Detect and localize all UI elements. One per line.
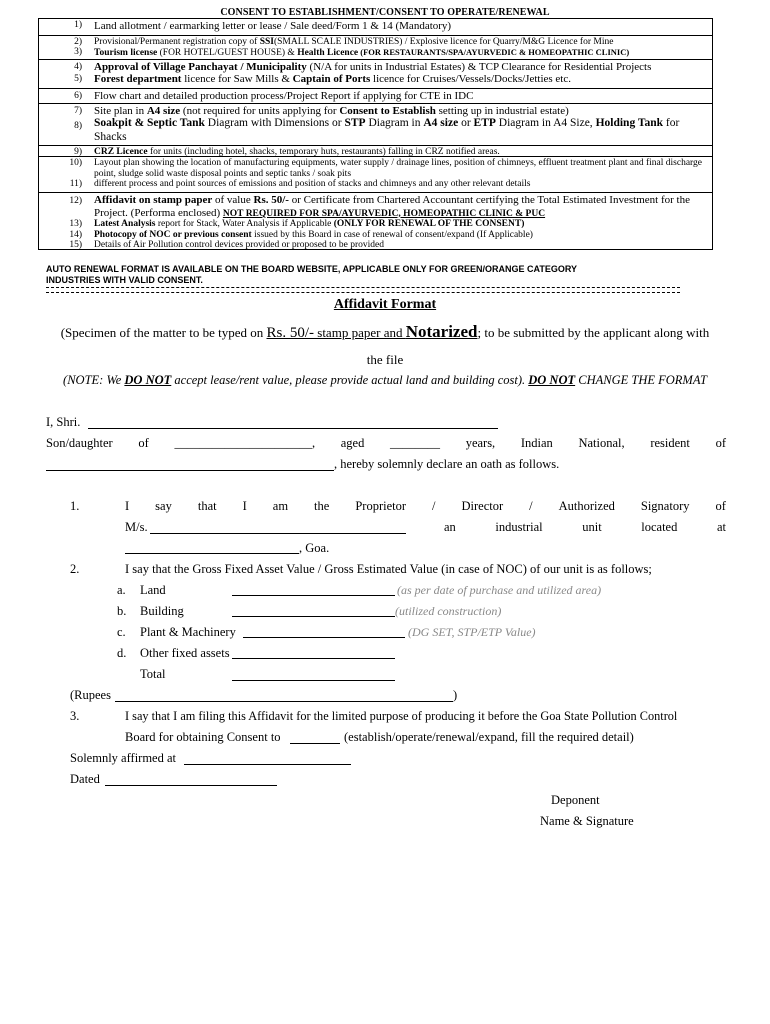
checklist-item: 4) Approval of Village Panchayat / Municipality (N/A for units in Industrial Estates) & TCP Clearance for Residential Projects [39, 59, 712, 60]
asset-land-label: Land [140, 583, 166, 597]
age-field[interactable]: ________ [390, 436, 441, 450]
plant-value-field[interactable] [243, 637, 405, 638]
checklist-box: 1) Land allotment / earmarking letter or lease / Sale deed/Form 1 & 14 (Mandatory) 2) Provisional/Permanent registration copy of SSI(SMALL SCALE INDUSTRIES) / Explosive licence for Quarry/M&G Licence for Mine 3) Tourism license (FOR HOTEL/GUEST HOUSE) & Health Licence (FOR RESTAURANTS/SPA/AYURVEDIC & HOMEOPATHIC CLINIC) 4) Approval of Village Panchayat / Municipality (N/A for units in Industrial Estates) & TCP Clearance for Residential Projects 5) Forest department licence for Saw Mills & Captain of Ports licence for Cruises/Vessels/Docks/Jetties etc. 6) Flow chart and detailed production process/Project Report if applying for CTE in IDC 7) Site plan in A4 size (not required for units applying for Consent to Establish setting up in industrial estate) 8) Soakpit & Septic Tank Diagram with Dimensions or STP Diagram in A4 size or ETP Diagram in A4 Size, Holding Tank for Shacks 9) CRZ Licence for units (including hotel, shacks, temporary huts, restaurants) falling in CRZ notified areas. 10) Layout plan showing the location of manufacturing equipments, water supply / drainage lines, position of chimneys, effluent treatment plant and final discharge point, sludge solid waste disposal points and septic tanks / soak pits 11) different process and point sources of emissions and position of stacks and chimneys and any other relevant details 12) Affidavit on stamp paper of value Rs. 50/- or Certificate from Chartered Accountant certifying the Total Estimated Investment for the Project. (Performa enclosed) NOT REQUIRED FOR SPA/AYURVEDIC, HOMEOPATHIC CLINIC & PUC 13) Latest Analysis report for Stack, Water Analysis if Applicable (ONLY FOR RENEWAL OF THE CONSENT) 14) Photocopy of NOC or previous consent issued by this Board in case of renewal of consent/expand (If Applicable) 15) Details of Air Pollution control devices provided or proposed to be provided [38, 18, 713, 250]
checklist-title: CONSENT TO ESTABLISHMENT/CONSENT TO OPERATE/RENEWAL [220, 7, 550, 18]
checklist-item: 6) Flow chart and detailed production process/Project Report if applying for CTE in IDC [39, 88, 712, 89]
affidavit-title: Affidavit Format [333, 297, 437, 312]
para-2-number: 2. [70, 562, 80, 576]
specimen-note-cont: the file [366, 352, 404, 367]
company-name-field[interactable] [150, 533, 406, 534]
rupees-label: (Rupees [70, 688, 111, 702]
total-label: Total [140, 667, 166, 681]
consent-type-field[interactable] [290, 743, 340, 744]
checklist-item: 10) Layout plan showing the location of manufacturing equipments, water supply / drainage lines, position of chimneys, effluent treatment plant and final discharge point, sludge solid waste disposal points and septic tanks / soak pits [39, 156, 712, 157]
dated-label: Dated [70, 772, 100, 786]
affirmed-label: Solemnly affirmed at [70, 751, 176, 765]
para-1-line1: I say that I am the Proprietor / Director / Authorized Signatory of [125, 499, 726, 513]
para-3-line1: I say that I am filing this Affidavit for the limited purpose of producing it before the Goa State Pollution Control [125, 709, 678, 723]
date-field[interactable] [105, 785, 277, 786]
ms-label: M/s. [125, 520, 148, 534]
checklist-item: 2) Provisional/Permanent registration copy of SSI(SMALL SCALE INDUSTRIES) / Explosive licence for Quarry/M&G Licence for Mine [39, 35, 712, 36]
para-1-number: 1. [70, 499, 80, 513]
format-note: (NOTE: We DO NOT accept lease/rent value, please provide actual land and building cost). DO NOT CHANGE THE FORMAT [63, 373, 707, 387]
para-3-line2: Board for obtaining Consent to [125, 730, 281, 744]
shri-name-field[interactable] [88, 428, 498, 429]
land-value-field[interactable] [232, 595, 395, 596]
checklist-item: 9) CRZ Licence for units (including hotel, shacks, temporary huts, restaurants) falling in CRZ notified areas. [39, 145, 712, 146]
auto-renewal-notice: AUTO RENEWAL FORMAT IS AVAILABLE ON THE BOARD WEBSITE, APPLICABLE ONLY FOR GREEN/ORANGE CATEGORY INDUSTRIES WITH VALID CONSENT. [46, 264, 578, 285]
name-signature-label: Name & Signature [540, 814, 634, 828]
checklist-item: 12) Affidavit on stamp paper of value Rs. 50/- or Certificate from Chartered Accountant certifying the Total Estimated Investment for the Project. (Performa enclosed) NOT REQUIRED FOR SPA/AYURVEDIC, HOMEOPATHIC CLINIC & PUC [39, 192, 712, 193]
dashed-divider [46, 287, 680, 293]
father-name-field[interactable]: ______________________, [174, 436, 316, 450]
deponent-label: Deponent [551, 793, 600, 807]
goa-text: , Goa. [299, 541, 330, 555]
document-page: CONSENT TO ESTABLISHMENT/CONSENT TO OPERATE/RENEWAL 1) Land allotment / earmarking letter or lease / Sale deed/Form 1 & 14 (Mandatory) 2) Provisional/Permanent registration copy of SSI(SMALL SCALE INDUSTRIES) / Explosive licence for Quarry/M&G Licence for Mine 3) Tourism license (FOR HOTEL/GUEST HOUSE) & Health Licence (FOR RESTAURANTS/SPA/AYURVEDIC & HOMEOPATHIC CLINIC) 4) Approval of Village Panchayat / Municipality (N/A for units in Industrial Estates) & TCP Clearance for Residential Projects 5) Forest department licence for Saw Mills & Captain of Ports licence for Cruises/Vessels/Docks/Jetties etc. 6) Flow chart and detailed production process/Project Report if applying for CTE in IDC 7) Site plan in A4 size (not required for units applying for Consent to Establish setting up in industrial estate) 8) Soakpit & Septic Tank Diagram with Dimensions or STP Diagram in A4 size or ETP Diagram in A4 Size, Holding Tank for Shacks 9) CRZ Licence for units (including hotel, shacks, temporary huts, restaurants) falling in CRZ notified areas. 10) Layout plan showing the location of manufacturing equipments, water supply / drainage lines, position of chimneys, effluent treatment plant and final discharge point, sludge solid waste disposal points and septic tanks / soak pits 11) different process and point sources of emissions and position of stacks and chimneys and any other relevant details 12) Affidavit on stamp paper of value Rs. 50/- or Certificate from Chartered Accountant certifying the Total Estimated Investment for the Project. (Performa enclosed) NOT REQUIRED FOR SPA/AYURVEDIC, HOMEOPATHIC CLINIC & PUC 13) Latest Analysis report for Stack, Water Analysis if Applicable (ONLY FOR RENEWAL OF THE CONSENT) 14) Photocopy of NOC or previous consent issued by this Board in case of renewal of consent/expand (If Applicable) 15) Details of Air Pollution control devices provided or proposed to be provided AUTO RENEWAL FORMAT IS AVAILABLE ON THE BOARD WEBSITE, APPLICABLE ONLY FOR GREEN/ORANGE CATEGORY INDUSTRIES WITH VALID CONSENT. Affidavit Format (Specimen of the matter to be typed on Rs. 50/- stamp paper and Notarized; to be submitted by the applicant along with the file (NOTE: We DO NOT accept lease/rent value, please provide actual land and building cost). DO NOT CHANGE THE FORMAT I, Shri. Son/daughter of ______________________, aged ________ years, Indian National, resident of , hereby solemnly declare an oath as follows. 1. I say that I am the Proprietor / Director / Authorized Signatory of M/s. an industrial unit located at , Goa. 2. I say that the Gross Fixed Asset Value / Gross Estimated Value (in case of NOC) of our unit is as follows; a. Land (as per date of purchase and utilized area) b. Building (utilized construction) c. Plant & Machinery (DG SET, STP/ETP Value) d. Other fixed assets Total (Rupees ) 3. I say that I am filing this Affidavit for the limited purpose of producing it before the Goa State Pollution Control Board for obtaining Consent to (establish/operate/renewal/expand, fill the required detail) Solemnly affirmed at Dated Deponent Name & Signature [0, 0, 770, 1024]
affirmed-place-field[interactable] [184, 764, 351, 765]
checklist-item: 7) Site plan in A4 size (not required for units applying for Consent to Establish setting up in industrial estate) [39, 103, 712, 104]
total-value-field[interactable] [232, 680, 395, 681]
asset-plant-label: Plant & Machinery [140, 625, 236, 639]
son-daughter-line: Son/daughter of ______________________, aged ________ years, Indian National, resident of [46, 436, 726, 450]
rupees-words-field[interactable] [115, 701, 453, 702]
specimen-note: (Specimen of the matter to be typed on Rs. 50/- stamp paper and Notarized; to be submitted by the applicant along with [60, 322, 710, 341]
para-2-text: I say that the Gross Fixed Asset Value / Gross Estimated Value (in case of NOC) of our unit is as follows; [125, 562, 652, 576]
location-field[interactable] [125, 553, 299, 554]
oath-text: , hereby solemnly declare an oath as follows. [334, 457, 560, 471]
shri-label: I, Shri. [46, 415, 81, 429]
other-assets-field[interactable] [232, 658, 395, 659]
para-3-number: 3. [70, 709, 80, 723]
para-1-line2: an industrial unit located at [444, 520, 726, 534]
building-value-field[interactable] [232, 616, 395, 617]
residence-field[interactable] [46, 470, 334, 471]
asset-building-label: Building [140, 604, 184, 618]
asset-other-label: Other fixed assets [140, 646, 230, 660]
